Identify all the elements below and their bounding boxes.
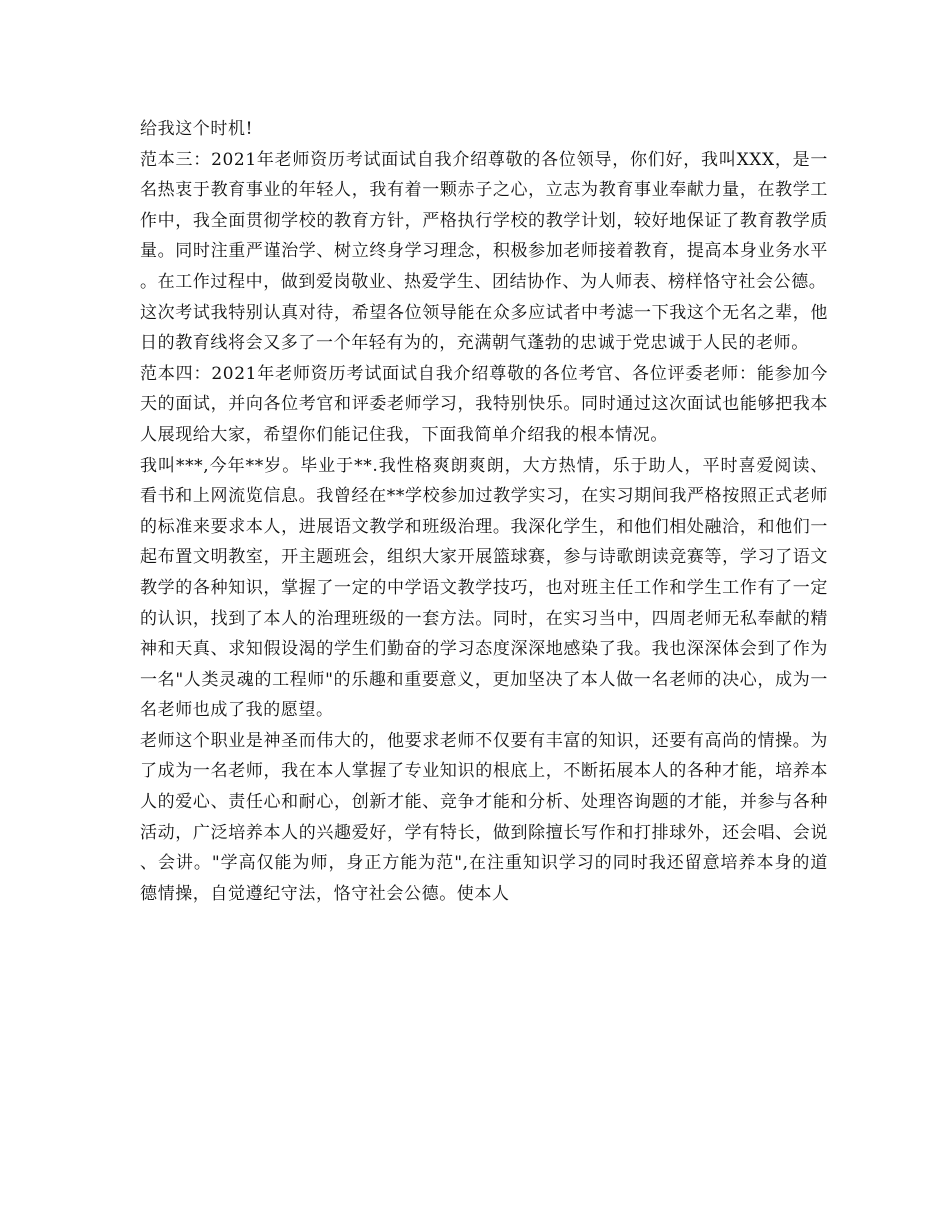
- paragraph-sample-four: 范本四：2021年老师资历考试面试自我介绍尊敬的各位考官、各位评委老师：能参加今天的面试，并向各位考官和评委老师学习，我特别快乐。同时通过这次面试也能够把我本人展现给大家，希望你们能记住我，下面我简单介绍我的根本情况。: [140, 363, 828, 445]
- paragraph-teacher-profession: 老师这个职业是神圣而伟大的，他要求老师不仅要有丰富的知识，还要有高尚的情操。为了成为一名老师，我在本人掌握了专业知识的根底上，不断拓展本人的各种才能，培养本人的爱心、责任心和耐心，创新才能、竞争才能和分析、处理咨询题的才能，并参与各种活动，广泛培养本人的兴趣爱好，学有特长，做到除擅长写作和打排球外，还会唱、会说、会讲。"学高仅能为师，身正方能为范",在注重知识学习的同时我还留意培养本身的道德情操，自觉遵纪守法，恪守社会公德。使本人: [140, 730, 828, 904]
- paragraph-sample-three: 范本三：2021年老师资历考试面试自我介绍尊敬的各位领导，你们好，我叫XXX，是一名热衷于教育事业的年轻人，我有着一颗赤子之心，立志为教育事业奉献力量，在教学工作中，我全面贯彻学校的教育方针，严格执行学校的教学计划，较好地保证了教育教学质量。同时注重严谨治学、树立终身学习理念，积极参加老师接着教育，提高本身业务水平。在工作过程中，做到爱岗敬业、热爱学生、团结协作、为人师表、榜样恪守社会公德。: [140, 149, 828, 292]
- paragraph-exam-attitude: 这次考试我特别认真对待，希望各位领导能在众多应试者中考滤一下我这个无名之辈，他日的教育线将会又多了一个年轻有为的，充满朝气蓬勃的忠诚于党忠诚于人民的老师。: [140, 302, 828, 354]
- paragraph-self-introduction: 我叫***,今年**岁。毕业于**.我性格爽朗爽朗，大方热情，乐于助人，平时喜爱阅读、看书和上网流览信息。我曾经在**学校参加过教学实习，在实习期间我严格按照正式老师的标准来要求本人，进展语文教学和班级治理。我深化学生，和他们相处融洽，和他们一起布置文明教室，开主题班会，组织大家开展篮球赛，参与诗歌朗读竞赛等，学习了语文教学的各种知识，掌握了一定的中学语文教学技巧，也对班主任工作和学生工作有了一定的认识，找到了本人的治理班级的一套方法。同时，在实习当中，四周老师无私奉献的精神和天真、求知假设渴的学生们勤奋的学习态度深深地感染了我。我也深深体会到了作为一名"人类灵魂的工程师"的乐趣和重要意义，更加坚决了本人做一名老师的决心，成为一名老师也成了我的愿望。: [140, 455, 828, 721]
- paragraph-closing-line: 给我这个时机!: [140, 119, 254, 139]
- document-body: [140, 114, 828, 909]
